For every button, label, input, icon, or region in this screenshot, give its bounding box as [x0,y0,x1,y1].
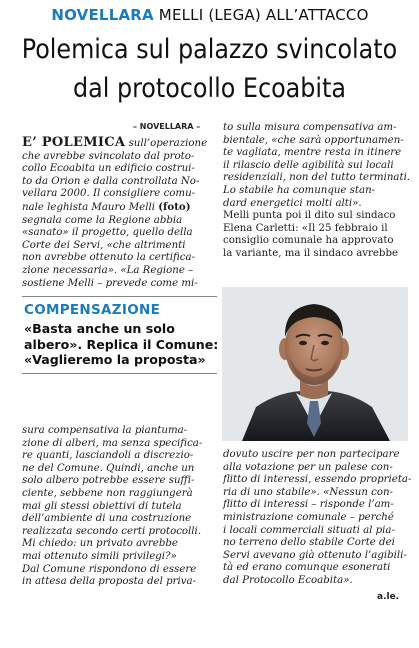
lead-word: E’ POLEMICA [22,135,126,150]
col2-line-9: consiglio comunale ha approvato [223,235,394,247]
col1-line-0: E’ POLEMICA sull’operazione [22,135,208,150]
section-line-2: albero». Replica il Comune: [24,336,219,352]
kicker-location: NOVELLARA [51,6,154,24]
section-divider-bottom [22,373,217,374]
column-1-top [22,137,217,290]
col1-line-7: «sanato» il progetto, quello della [22,227,193,239]
col1b-line-0: sura compensativa la piantuma- [22,425,188,436]
col1-line-8: Corte dei Servi, «che altrimenti [22,239,186,251]
section-title: COMPENSAZIONE [24,302,161,318]
col1b-line-4: solo albero potrebbe essere suffi- [22,475,195,487]
col2-line-5: Lo stabile ha comunque stan- [223,184,376,196]
section-line-1: «Basta anche un solo [24,321,175,336]
portrait-photo [222,287,408,441]
col2-line-10: la variante, ma il sindaco avrebbe [223,247,399,259]
foto-tag: (foto) [158,200,191,213]
col2-line-4: residenziali, non del tutto terminati. [223,172,411,184]
col2b-line-9: tà ed erano comunque esonerati [223,562,391,574]
column-1-bottom [22,425,217,589]
col2-line-8: Elena Carletti: «Il 25 febbraio il [223,222,388,234]
col1b-line-6: mai gli stessi obiettivi di tutela [22,500,182,512]
col1b-line-5: ciente, sebbene non raggiungerà [22,487,193,499]
col2b-line-8: Servi avevano già ottenuto l’agibili- [223,549,407,561]
col1b-line-7: dell’ambiente di una costruzione [22,513,192,525]
col2b-line-5: ministrazione comunale – perché [223,511,394,523]
col1-line-6: segnala come la Regione abbia [22,214,183,226]
col1-line-2: collo Ecoabita un edificio costrui- [22,163,195,175]
col2b-line-4: flitto di interessi – risponde l’am- [223,499,394,511]
column-2-top [223,122,413,261]
col2b-line-7: no terreno dello stabile Corte dei [223,537,395,549]
col1-line-10: zione necessaria». «La Regione – [22,264,194,276]
col2b-line-2: flitto di interessi, essendo proprieta- [223,474,412,486]
kicker [20,6,400,24]
col1b-line-9: Mi chiedo: un privato avrebbe [22,538,178,550]
col1b-line-3: ne del Comune. Quindi, anche un [22,462,195,474]
col1-line-11: sostiene Melli – prevede come mi- [22,277,198,289]
col2-line-0: to sulla misura compensativa am- [223,122,397,133]
col1b-line-8: realizzata secondo certi protocolli. [22,525,202,537]
col1-line-5: nale leghista Mauro Melli (foto) [22,200,191,213]
col1-line-1: che avrebbe svincolato dal proto- [22,150,195,162]
col2b-line-3: ria di uno stabile». «Nessun con- [223,486,393,498]
col1-line-3: to da Orion e dalla controllata No- [22,175,200,187]
portrait-image [222,287,408,441]
col2-line-2: te vagliata, mentre resta in itinere [223,147,402,159]
headline-line-2: dal protocollo Ecoabita [73,73,346,104]
kicker-text: MELLI (LEGA) ALL’ATTACCO [158,6,369,24]
dateline: – NOVELLARA – [133,122,201,131]
section-line-3: «Vaglieremo la proposta» [24,352,206,367]
col1b-line-2: re quanti, lasciandoli a discrezio- [22,450,194,462]
col1b-line-10: mai ottenuto simili privilegi?» [22,550,177,562]
col2b-line-10: dal Protocollo Ecoabita». [223,574,353,586]
col2-line-3: il rilascio delle agibilità sui locali [223,159,394,171]
author-signature: a.le. [377,592,400,602]
col1b-line-11: Dal Comune rispondono di essere [22,563,197,575]
col1-line-4: vellara 2000. Il consigliere comu- [22,188,196,200]
col2b-line-6: i locali commerciali situati al pia- [223,524,395,536]
section-summary [24,321,220,368]
col2b-line-0: dovuto uscire per non partecipare [223,449,400,460]
col1b-line-12: in attesa della proposta del priva- [22,576,197,588]
col2-line-1: bientale, «che sarà opportunamen- [223,134,404,146]
section-divider-top [22,296,217,297]
col2b-line-1: alla votazione per un palese con- [223,461,393,473]
col2-line-7: Melli punta poi il dito sul sindaco [223,210,396,222]
col2-line-6: dard energetici molti alti». [223,197,362,209]
col1-line-9: non avrebbe ottenuto la certifica- [22,252,196,264]
col1b-line-1: zione di alberi, ma senza specifica- [22,437,203,449]
headline-line-1: Polemica sul palazzo svincolato [21,34,398,65]
column-2-bottom [223,449,413,588]
